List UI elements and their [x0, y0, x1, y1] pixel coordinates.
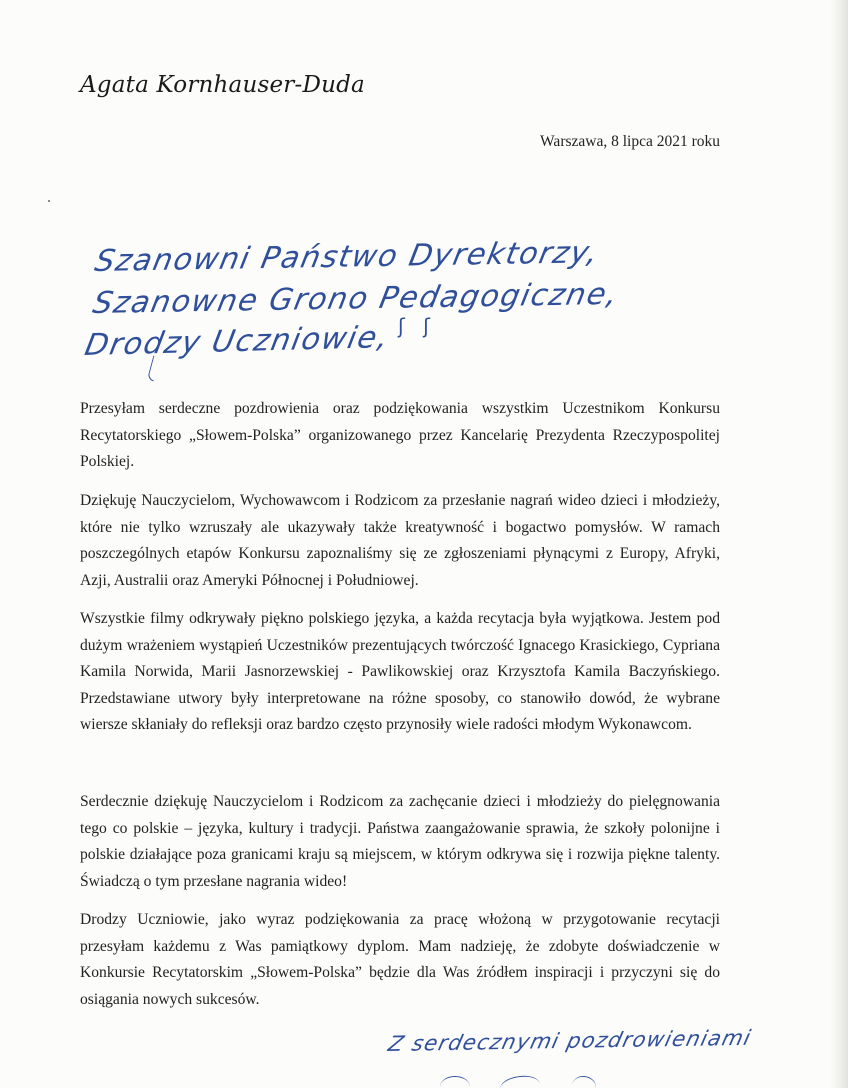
body-paragraph: Przesyłam serdeczne pozdrowienia oraz podziękowania wszystkim Uczestnikom Konkursu Recytatorskiego „Słowem-Polska” organizowanego przez Kancelarię Prezydenta Rzeczypospolitej Polskiej.	[80, 400, 720, 471]
body-paragraph: Serdecznie dziękuję Nauczycielom i Rodzicom za zachęcanie dzieci i młodzieży do pielęgnowania tego co polskie – języka, kultury i tradycji. Państwa zaangażowanie sprawia, że szkoły polonijne i polskie działające poza granicami kraju są miejscem, w którym odkrywa się i rozwija piękne talenty. Świadczą o tym przesłane nagrania wideo!	[80, 793, 720, 890]
paper-edge-shadow	[830, 0, 848, 1088]
signature-stroke	[570, 1074, 597, 1088]
handwritten-ticks: ʃ ʃ	[398, 314, 436, 338]
signature-stroke	[499, 1073, 542, 1088]
signature-stroke	[440, 1076, 470, 1088]
salutation-line-directors: Szanowni Państwo Dyrektorzy,	[92, 235, 603, 279]
body-paragraph: Dziękuję Nauczycielom, Wychowawcom i Rodzicom za przesłanie nagrań wideo dzieci i młodzieży, które nie tylko wzruszały ale ukazywały także kreatywność i bogactwo pomysłów. W ramach poszczególnych etapów Konkursu zapoznaliśmy się ze zgłoszeniami płynącymi z Europy, Afryki, Azji, Australii oraz Ameryki Północnej i Południowej.	[80, 492, 720, 589]
body-paragraph: Wszystkie filmy odkrywały piękno polskiego języka, a każda recytacja była wyjątkowa. Jestem pod dużym wrażeniem wystąpień Uczestników prezentujących twórczość Ignacego Krasickiego, Cypriana Kamila Norwida, Marii Jasnorzewskiej - Pawlikowskiej oraz Krzysztofa Kamila Baczyńskiego. Przedstawiane utwory były interpretowane na różne sposoby, co stanowiło dowód, że wybrane wiersze skłaniały do refleksji oraz bardzo często przynosiły wiele radości młodym Wykonawcom.	[80, 610, 720, 734]
salutation-line-students: Drodzy Uczniowie,	[82, 320, 393, 363]
letterhead-name: Agata Kornhauser-Duda	[80, 72, 365, 98]
salutation-line-teachers: Szanowne Grono Pedagogiczne,	[90, 276, 622, 321]
paper-speck	[48, 200, 50, 202]
handwritten-closing: Z serdecznymi pozdrowieniami	[386, 1025, 755, 1056]
date-line: Warszawa, 8 lipca 2021 roku	[540, 133, 720, 150]
body-paragraph: Drodzy Uczniowie, jako wyraz podziękowania za pracę włożoną w przygotowanie recytacji przesyłam każdemu z Was pamiątkowy dyplom. Mam nadzieję, że zdobyte doświadczenie w Konkursie Recytatorskim „Słowem-Polska” będzie dla Was źródłem inspiracji i przyczyni się do osiągania nowych sukcesów.	[80, 911, 720, 1008]
